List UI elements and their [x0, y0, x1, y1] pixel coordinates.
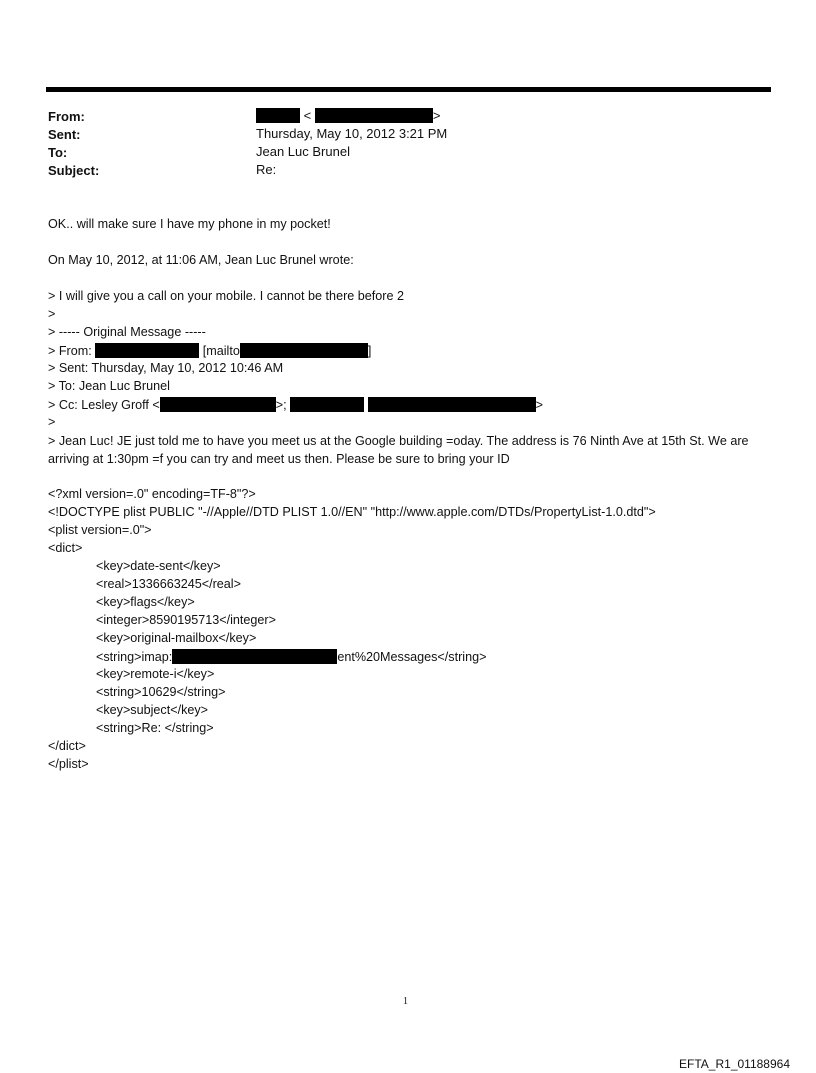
quoted-to: > To: Jean Luc Brunel: [48, 379, 170, 393]
redaction-box: [256, 108, 300, 123]
redaction-box: [290, 397, 364, 412]
redaction-box: [240, 343, 368, 358]
quoted-line: > I will give you a call on your mobile. I cannot be there before 2: [48, 289, 404, 303]
quoted-from-mailto: [mailto: [202, 344, 240, 358]
page-number: 1: [403, 996, 408, 1007]
quoted-cc-end: >: [535, 398, 543, 412]
dict-close: </dict>: [48, 739, 86, 753]
quoted-from-end: ]: [367, 344, 372, 358]
redaction-box: [172, 649, 337, 664]
plist-close: </plist>: [48, 757, 89, 771]
bates-number: EFTA_R1_01188964: [679, 1057, 790, 1071]
sent-label: Sent:: [48, 127, 81, 142]
quoted-from: [48, 343, 371, 358]
plist-xml-decl: <?xml version=.0" encoding=TF-8"?>: [48, 487, 256, 501]
subject-value: Re:: [256, 162, 277, 177]
plist-mailbox-prefix: <string>imap:: [96, 650, 173, 664]
plist-key: <key>subject</key>: [96, 703, 209, 717]
plist-key: <key>flags</key>: [96, 595, 195, 609]
plist-value-mailbox: [96, 649, 486, 664]
plist-doctype: <!DOCTYPE plist PUBLIC "-//Apple//DTD PLIST 1.0//EN" "http://www.apple.com/DTDs/PropertyList-1.0.dtd">: [48, 505, 656, 519]
on-wrote-line: On May 10, 2012, at 11:06 AM, Jean Luc Brunel wrote:: [48, 253, 354, 267]
plist-key-remote-id: [96, 667, 214, 681]
redaction-box: [368, 397, 536, 412]
plist-mailbox-suffix: ent%20Messages</string>: [337, 650, 487, 664]
sent-value: Thursday, May 10, 2012 3:21 PM: [256, 126, 448, 141]
to-label: To:: [48, 145, 68, 160]
quoted-blank: >: [48, 307, 56, 321]
subject-label: Subject:: [48, 163, 100, 178]
quoted-message: > Jean Luc! JE just told me to have you meet us at the Google building =oday. The address is 76 Ninth Ave at 15th St. We are arriving at 1:30pm =f you can try and meet us then. Please be sure to bring your ID: [48, 434, 749, 466]
from-lt: <: [303, 108, 312, 123]
plist-value: <integer>8590195713</integer>: [96, 613, 276, 627]
plist-key: <key>date-sent</key>: [96, 559, 221, 573]
plist-value: <string>10629</string>: [96, 685, 226, 699]
plist-value: <real>1336663245</real>: [96, 577, 241, 591]
quoted-cc-mid: >;: [275, 398, 287, 412]
plist-value: <string>Re: </string>: [96, 721, 214, 735]
plist-open: <plist version=.0">: [48, 523, 152, 537]
redaction-box: [160, 397, 276, 412]
plist-remote-id-prefix: <key>remote-i: [96, 667, 177, 681]
quoted-blank: >: [48, 415, 56, 429]
header-rule: [46, 87, 771, 92]
redaction-box: [95, 343, 199, 358]
from-gt: >: [432, 108, 441, 123]
quoted-sent: > Sent: Thursday, May 10, 2012 10:46 AM: [48, 361, 284, 375]
dict-open: <dict>: [48, 541, 83, 555]
from-label: From:: [48, 109, 85, 124]
quoted-original-message: > ----- Original Message -----: [48, 325, 206, 339]
reply-text: OK.. will make sure I have my phone in my pocket!: [48, 217, 331, 231]
from-value: [256, 108, 440, 123]
quoted-cc: [48, 397, 543, 412]
redaction-box: [315, 108, 433, 123]
to-value: Jean Luc Brunel: [256, 144, 350, 159]
plist-key: <key>original-mailbox</key>: [96, 631, 257, 645]
quoted-from-prefix: > From:: [48, 344, 92, 358]
plist-remote-id-suffix: </key>: [176, 667, 215, 681]
quoted-cc-prefix: > Cc: Lesley Groff <: [48, 398, 160, 412]
